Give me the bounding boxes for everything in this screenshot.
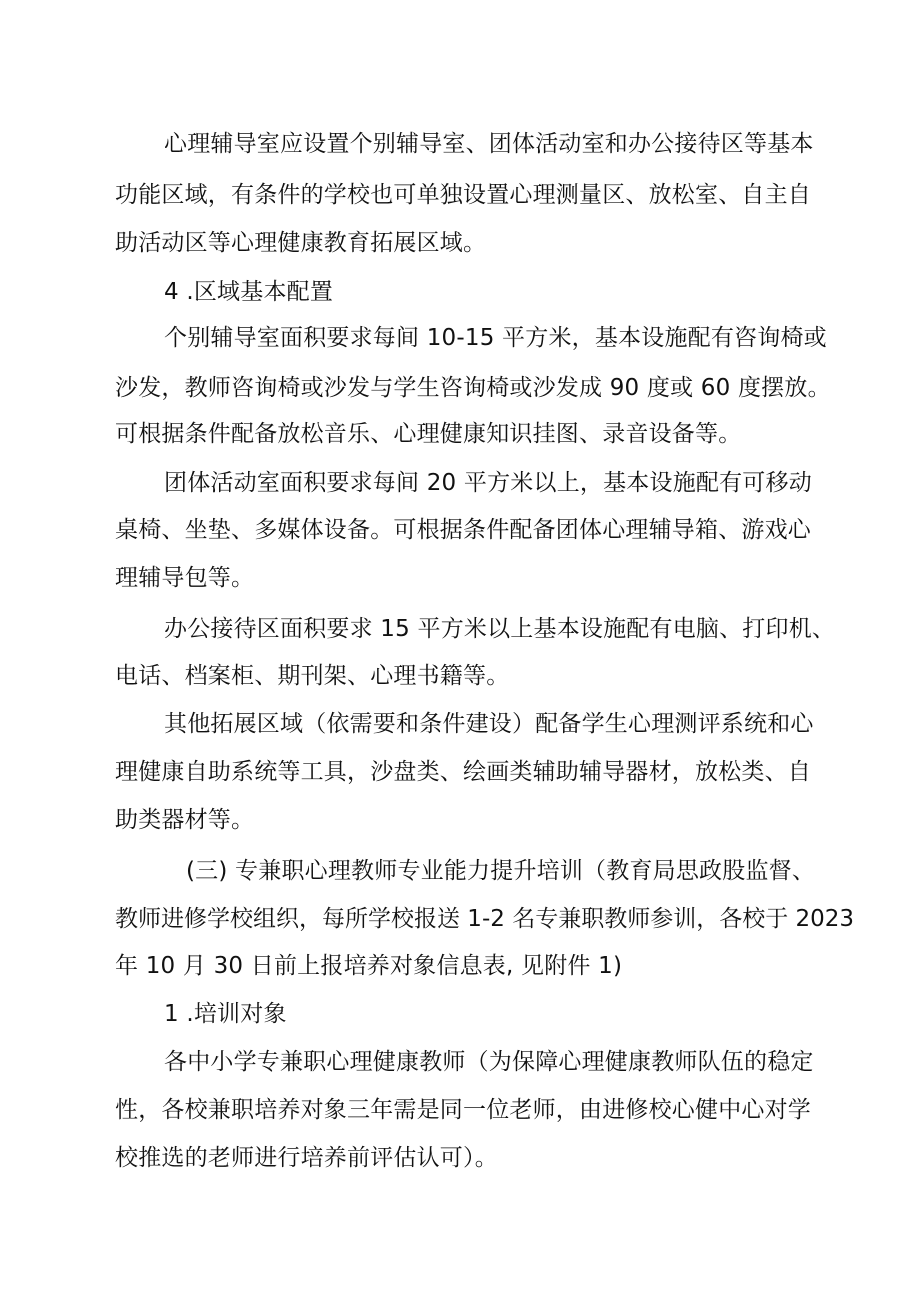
paragraph-line: 性，各校兼职培养对象三年需是同一位老师，由进修校心健中心对学 (115, 1097, 811, 1123)
paragraph-line: 可根据条件配备放松音乐、心理健康知识挂图、录音设备等。 (115, 421, 742, 447)
paragraph-line: 沙发，教师咨询椅或沙发与学生咨询椅或沙发成 90 度或 60 度摆放。 (115, 375, 831, 401)
paragraph-line: 心理辅导室应设置个别辅导室、团体活动室和办公接待区等基本 (164, 131, 814, 157)
paragraph-line: 桌椅、坐垫、多媒体设备。可根据条件配备团体心理辅导箱、游戏心 (115, 517, 811, 543)
paragraph-line: 功能区域，有条件的学校也可单独设置心理测量区、放松室、自主自 (115, 182, 811, 208)
paragraph-line: 理辅导包等。 (115, 565, 255, 591)
paragraph-line: 校推选的老师进行培养前评估认可）。 (115, 1145, 498, 1171)
paragraph-line: 理健康自助系统等工具，沙盘类、绘画类辅助辅导器材，放松类、自 (115, 759, 811, 785)
paragraph-line: 助活动区等心理健康教育拓展区域。 (115, 230, 487, 256)
paragraph-line: 电话、档案柜、期刊架、心理书籍等。 (115, 663, 510, 689)
paragraph-line: 团体活动室面积要求每间 20 平方米以上，基本设施配有可移动 (164, 470, 812, 496)
paragraph-line: 助类器材等。 (115, 807, 255, 833)
section-heading: 1 .培训对象 (164, 1001, 287, 1027)
paragraph-line: 教师进修学校组织，每所学校报送 1-2 名专兼职教师参训，各校于 2023 (115, 906, 855, 932)
paragraph-line: 年 10 月 30 日前上报培养对象信息表, 见附件 1) (115, 953, 623, 979)
paragraph-line: 办公接待区面积要求 15 平方米以上基本设施配有电脑、打印机、 (164, 616, 836, 642)
section-heading: 4 .区域基本配置 (164, 279, 334, 305)
section-heading: (三) 专兼职心理教师专业能力提升培训（教育局思政股监督、 (186, 858, 816, 884)
paragraph-line: 其他拓展区域（依需要和条件建设）配备学生心理测评系统和心 (164, 711, 814, 737)
paragraph-line: 个别辅导室面积要求每间 10-15 平方米，基本设施配有咨询椅或 (164, 325, 827, 351)
paragraph-line: 各中小学专兼职心理健康教师（为保障心理健康教师队伍的稳定 (164, 1049, 814, 1075)
